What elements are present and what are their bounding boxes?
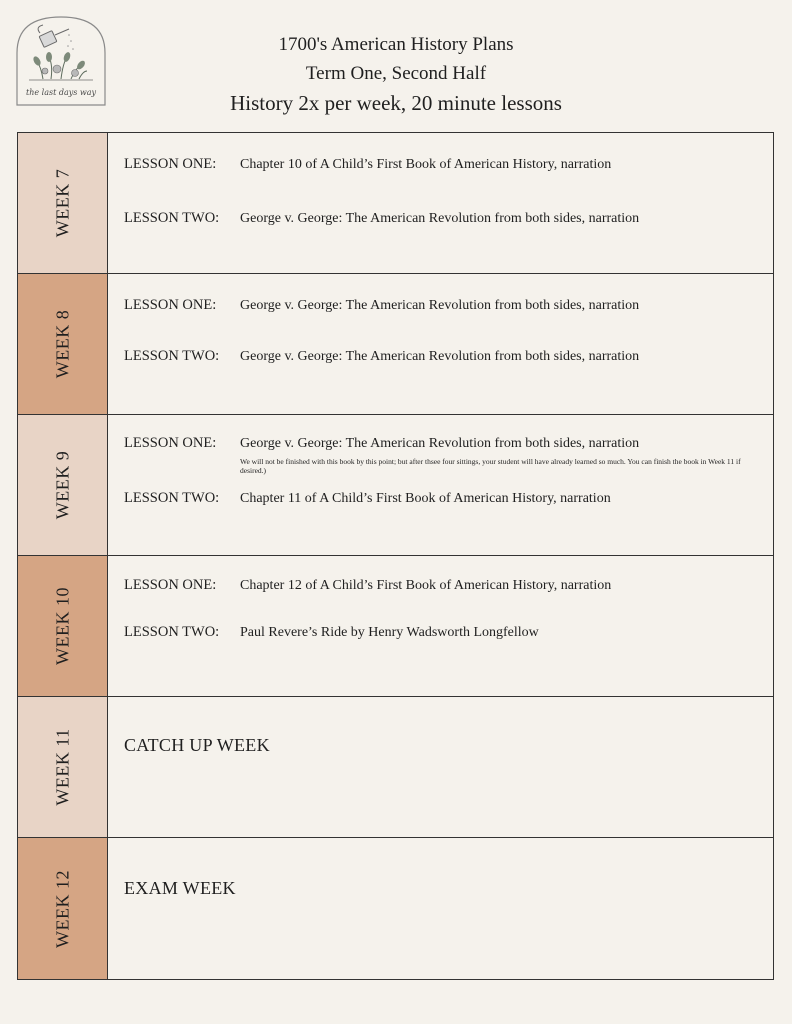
- lesson-one-text: Chapter 12 of A Child’s First Book of American History, narration: [240, 578, 612, 593]
- lesson-two-tag: LESSON TWO:: [124, 348, 220, 364]
- week-lessons: [124, 415, 763, 555]
- week-row: [18, 133, 773, 274]
- lesson-one-tag: LESSON ONE:: [124, 156, 217, 172]
- week-label: WEEK 7: [52, 168, 72, 238]
- lesson-one: [124, 156, 611, 173]
- week-label: WEEK 12: [52, 869, 72, 948]
- lesson-one-text: George v. George: The American Revolution from both sides, narration: [240, 298, 640, 313]
- logo-text: the last days way: [25, 88, 97, 97]
- title-line-1: 1700's American History Plans: [278, 34, 514, 55]
- week-lessons: [124, 274, 763, 414]
- lesson-two-tag: LESSON TWO:: [124, 490, 220, 506]
- lesson-one-tag: LESSON ONE:: [124, 297, 217, 313]
- lesson-two: [124, 348, 639, 365]
- title-line-2: Term One, Second Half: [305, 63, 487, 84]
- exam-week-label: EXAM WEEK: [124, 878, 236, 898]
- week-label: WEEK 9: [52, 450, 72, 520]
- week-label: WEEK 11: [52, 728, 72, 806]
- lesson-one: [124, 297, 639, 314]
- lesson-two: [124, 210, 639, 227]
- week-lessons: [124, 838, 763, 979]
- catch-up-week-label: CATCH UP WEEK: [124, 735, 270, 755]
- lesson-one: [124, 435, 639, 452]
- week-row: [18, 838, 773, 979]
- week-row: [18, 274, 773, 415]
- week-label-cell: [18, 415, 108, 555]
- lesson-two-text: George v. George: The American Revolution from both sides, narration: [240, 349, 640, 364]
- history-plan-table: [17, 132, 774, 980]
- brand-logo: [13, 13, 109, 107]
- week-label-cell: [18, 274, 108, 414]
- week-label-cell: [18, 133, 108, 273]
- lesson-two-text: Chapter 11 of A Child’s First Book of American History, narration: [240, 491, 611, 506]
- lesson-one-text: Chapter 10 of A Child’s First Book of American History, narration: [240, 157, 612, 172]
- lesson-two-tag: LESSON TWO:: [124, 624, 220, 640]
- lesson-one-text: George v. George: The American Revolution from both sides, narration: [240, 436, 640, 451]
- lesson-note: We will not be finished with this book by this point; but after thsee four sittings, your student will have already learned so much. You can finish the book in Week 11 if desired.): [240, 457, 741, 475]
- week-label-cell: [18, 556, 108, 696]
- week-label: WEEK 10: [52, 587, 72, 665]
- lesson-two-text: Paul Revere’s Ride by Henry Wadsworth Longfellow: [240, 625, 539, 640]
- lesson-two: [124, 490, 611, 507]
- lesson-two: [124, 624, 539, 641]
- title-line-3: History 2x per week, 20 minute lessons: [230, 91, 562, 115]
- week-lessons: [124, 133, 763, 273]
- week-lessons: [124, 697, 763, 837]
- lesson-one: [124, 577, 611, 594]
- lesson-one-tag: LESSON ONE:: [124, 577, 217, 593]
- lesson-two-text: George v. George: The American Revolution from both sides, narration: [240, 211, 640, 226]
- lesson-one-tag: LESSON ONE:: [124, 435, 217, 451]
- week-lessons: [124, 556, 763, 696]
- page-header: [150, 30, 642, 119]
- week-label-cell: [18, 838, 108, 979]
- week-row: [18, 556, 773, 697]
- lesson-two-tag: LESSON TWO:: [124, 210, 220, 226]
- week-label: WEEK 8: [52, 309, 72, 379]
- week-row: [18, 415, 773, 556]
- week-row: [18, 697, 773, 838]
- week-label-cell: [18, 697, 108, 837]
